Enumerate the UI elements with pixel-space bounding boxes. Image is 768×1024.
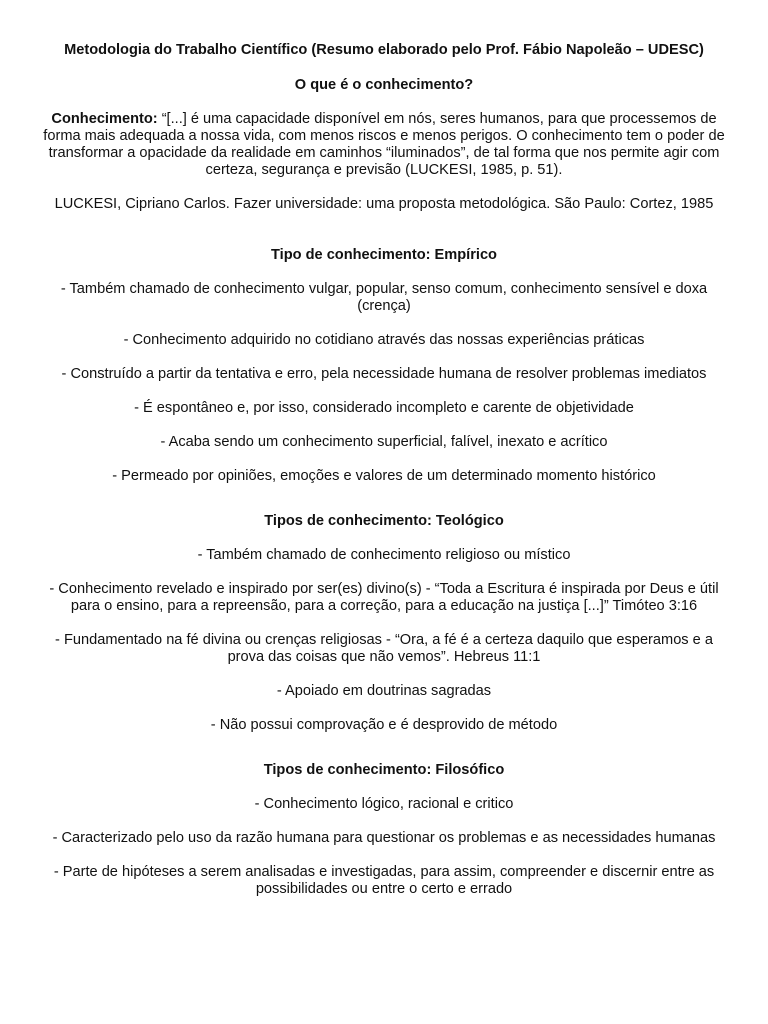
definition-text: “[...] é uma capacidade disponível em nós, seres humanos, para que processemos de forma mais adequada a nossa vida, com menos riscos e menos perigos. O conhecimento tem o poder de transformar a opacidade da realidade em caminhos “iluminados”, de tal forma que nos permite agir com certeza, segurança e previsão (LUCKESI, 1985, p. 51). (43, 111, 725, 178)
list-item: - Fundamentado na fé divina ou crenças religiosas - “Ora, a fé é a certeza daquilo que esperamos e a prova das coisas que não vemos”. Hebreus 11:1 (55, 632, 713, 665)
list-item: - Parte de hipóteses a serem analisadas e investigadas, para assim, compreender e discernir entre as possibilidades ou entre o certo e errado (53, 864, 715, 897)
list-item: - Conhecimento lógico, racional e critico (254, 796, 514, 812)
definition-term: Conhecimento: (51, 111, 158, 127)
list-item: - Caracterizado pelo uso da razão humana para questionar os problemas e as necessidades humanas (52, 830, 716, 846)
list-item: - Também chamado de conhecimento vulgar, popular, senso comum, conhecimento sensível e doxa (crença) (60, 281, 708, 314)
list-item: - Permeado por opiniões, emoções e valores de um determinado momento histórico (112, 468, 656, 484)
section-heading-teologico: Tipos de conhecimento: Teológico (264, 513, 504, 529)
list-item: - Acaba sendo um conhecimento superficial, falível, inexato e acrítico (160, 434, 608, 450)
bibliographic-reference: LUCKESI, Cipriano Carlos. Fazer universidade: uma proposta metodológica. São Paulo: Cortez, 1985 (54, 196, 714, 212)
list-item: - Conhecimento revelado e inspirado por ser(es) divino(s) - “Toda a Escritura é inspirada por Deus e útil para o ensino, para a repreensão, para a correção, para a educação na justiça [...]” Timóteo 3:16 (49, 581, 719, 614)
list-item: - Conhecimento adquirido no cotidiano através das nossas experiências práticas (123, 332, 645, 348)
question-heading: O que é o conhecimento? (294, 77, 474, 93)
list-item: - Construído a partir da tentativa e erro, pela necessidade humana de resolver problemas imediatos (61, 366, 707, 382)
list-item: - Também chamado de conhecimento religioso ou místico (197, 547, 571, 563)
document-title: Metodologia do Trabalho Científico (Resumo elaborado pelo Prof. Fábio Napoleão – UDESC) (64, 42, 704, 58)
section-heading-empirico: Tipo de conhecimento: Empírico (271, 247, 497, 263)
list-item: - É espontâneo e, por isso, considerado incompleto e carente de objetividade (134, 400, 634, 416)
list-item: - Não possui comprovação e é desprovido de método (210, 717, 558, 733)
section-heading-filosofico: Tipos de conhecimento: Filosófico (263, 762, 505, 778)
definition-paragraph (40, 111, 728, 179)
list-item: - Apoiado em doutrinas sagradas (276, 683, 492, 699)
